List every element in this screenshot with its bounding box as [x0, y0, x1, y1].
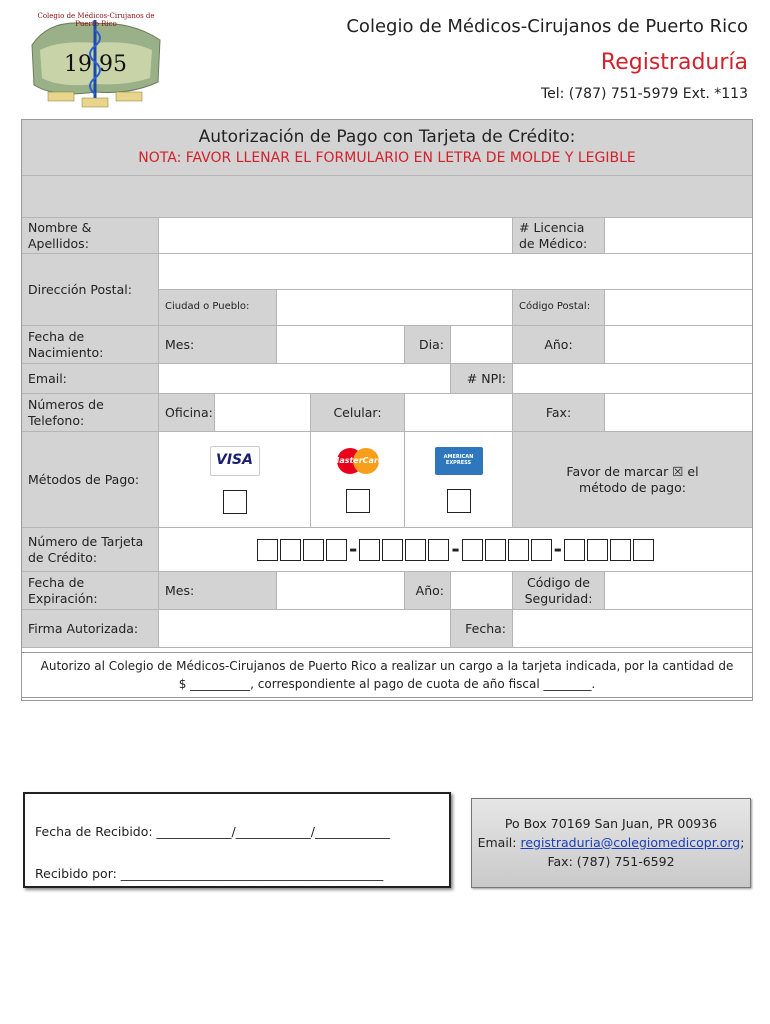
exp-anio-field[interactable] [451, 572, 513, 610]
label-telefonos: Números de Telefono: [22, 394, 159, 432]
card-digit-box[interactable] [508, 539, 529, 561]
card-digit-box[interactable] [326, 539, 347, 561]
direccion-field[interactable] [159, 254, 752, 290]
card-digit-box[interactable] [610, 539, 631, 561]
visa-option [159, 432, 311, 528]
amex-logo-text: AMERICAN EXPRESS [443, 454, 474, 466]
label-ciudad: Ciudad o Pueblo: [159, 290, 277, 326]
logo-year: 19 95 [64, 52, 127, 77]
fax-field[interactable] [605, 394, 752, 432]
postal-address: Po Box 70169 San Juan, PR 00936 [504, 816, 718, 831]
oficina-field[interactable] [215, 394, 311, 432]
contact-box [471, 798, 751, 888]
card-separator: - [349, 537, 358, 561]
card-digit-box[interactable] [462, 539, 483, 561]
card-digit-box[interactable] [303, 539, 324, 561]
nombre-field[interactable] [159, 218, 513, 254]
card-digit-box[interactable] [531, 539, 552, 561]
mastercard-logo [331, 447, 385, 475]
label-fax: Fax: [513, 394, 605, 432]
card-digit-box[interactable] [428, 539, 449, 561]
label-exp-anio: Año: [405, 572, 451, 610]
label-exp-mes: Mes: [159, 572, 277, 610]
label-firma: Firma Autorizada: [22, 610, 159, 648]
label-anio: Año: [513, 326, 605, 364]
visa-logo-text: VISA [216, 451, 253, 468]
authorization-line-2: $ __________, correspondiente al pago de cuota de año fiscal ________. [178, 677, 596, 691]
label-email: Email: [22, 364, 159, 394]
codigo-postal-field[interactable] [605, 290, 752, 326]
label-expiracion: Fecha de Expiración: [22, 572, 159, 610]
email-suffix: ; [740, 834, 745, 850]
anio-field[interactable] [605, 326, 752, 364]
label-dia: Dia: [405, 326, 451, 364]
card-digit-box[interactable] [382, 539, 403, 561]
amex-checkbox[interactable] [447, 489, 471, 513]
ciudad-field[interactable] [277, 290, 513, 326]
exp-mes-field[interactable] [277, 572, 405, 610]
email-link[interactable]: registraduria@colegiomedicopr.org [520, 834, 741, 850]
label-seguridad: Código de Seguridad: [513, 572, 605, 610]
blank-gray-row [22, 176, 752, 218]
authorization-line-1: Autorizo al Colegio de Médicos-Cirujanos de Puerto Rico a realizar un cargo a la tarjeta indicada, por la cantidad de [40, 659, 734, 673]
mastercard-logo-text: MasterCard [331, 455, 384, 465]
card-digit-box[interactable] [359, 539, 380, 561]
label-direccion: Dirección Postal: [22, 254, 159, 326]
card-digit-box[interactable] [485, 539, 506, 561]
form-note: NOTA: FAVOR LLENAR EL FORMULARIO EN LETRA DE MOLDE Y LEGIBLE [138, 150, 636, 167]
amex-option [405, 432, 513, 528]
label-fecha-nacimiento: Fecha de Nacimiento: [22, 326, 159, 364]
card-digit-box[interactable] [405, 539, 426, 561]
mastercard-checkbox[interactable] [346, 489, 370, 513]
form-title: Autorización de Pago con Tarjeta de Crédito: [198, 127, 576, 148]
card-separator: - [553, 537, 562, 561]
mastercard-option [311, 432, 405, 528]
card-digit-box[interactable] [257, 539, 278, 561]
email-field[interactable] [159, 364, 451, 394]
office-receipt-box [23, 792, 451, 888]
card-digit-box[interactable] [633, 539, 654, 561]
dia-field[interactable] [451, 326, 513, 364]
fecha-recibido: Fecha de Recibido: ____________/____________/____________ [35, 824, 390, 839]
fecha-field[interactable] [513, 610, 752, 648]
college-logo [20, 10, 170, 110]
card-number-field[interactable] [159, 528, 752, 572]
label-npi: # NPI: [451, 364, 513, 394]
label-metodos: Métodos de Pago: [22, 432, 159, 528]
label-codigo-postal: Código Postal: [513, 290, 605, 326]
visa-logo [210, 446, 260, 476]
label-nombre: Nombre & Apellidos: [22, 218, 159, 254]
npi-field[interactable] [513, 364, 752, 394]
institution-title: Colegio de Médicos-Cirujanos de Puerto Rico [346, 16, 748, 37]
mes-field[interactable] [277, 326, 405, 364]
card-digit-box[interactable] [587, 539, 608, 561]
phone-number: Tel: (787) 751-5979 Ext. *113 [540, 86, 748, 102]
payment-authorization-form [21, 119, 753, 701]
amex-logo [435, 447, 483, 475]
licencia-field[interactable] [605, 218, 752, 254]
email-line [472, 834, 750, 853]
label-marcar-metodo: Favor de marcar ☒ el método de pago: [513, 432, 752, 528]
seguridad-field[interactable] [605, 572, 752, 610]
form-title-block [22, 120, 752, 176]
card-separator: - [451, 537, 460, 561]
celular-field[interactable] [405, 394, 513, 432]
label-mes: Mes: [159, 326, 277, 364]
label-numero-tarjeta: Número de Tarjeta de Crédito: [22, 528, 159, 572]
label-fecha: Fecha: [451, 610, 513, 648]
card-digit-box[interactable] [280, 539, 301, 561]
email-label: Email: [477, 834, 521, 850]
department-title: Registraduría [600, 50, 748, 75]
label-celular: Celular: [311, 394, 405, 432]
firma-field[interactable] [159, 610, 451, 648]
label-oficina: Oficina: [159, 394, 215, 432]
recibido-por: Recibido por: __________________________________________ [35, 866, 384, 881]
authorization-statement [21, 652, 753, 698]
visa-checkbox[interactable] [223, 490, 247, 514]
label-licencia: # Licencia de Médico: [513, 218, 605, 254]
logo-arc-text: Colegio de Médicos-Cirujanos de Puerto Rico [37, 12, 155, 28]
card-digit-box[interactable] [564, 539, 585, 561]
contact-fax: Fax: (787) 751-6592 [547, 853, 675, 869]
